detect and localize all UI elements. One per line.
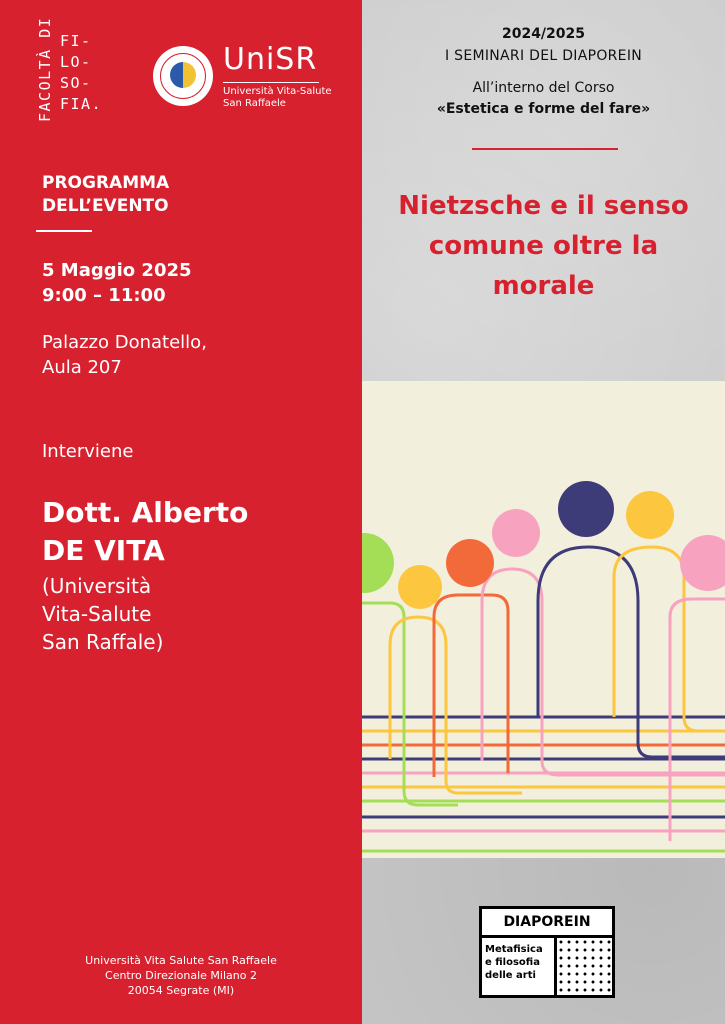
diaporein-logo-name: DIAPOREIN [482,909,612,938]
unisr-seal-icon [153,46,213,106]
unisr-logo-rule [223,82,319,83]
people-network-illustration [362,381,725,858]
program-divider [36,230,92,232]
speaker-intro: Interviene [42,441,134,462]
diaporein-logo-subtitle: Metafisica e filosofia delle arti [485,944,543,981]
academic-year: 2024/2025 [501,26,586,42]
diaporein-dots-pattern [554,938,615,995]
facolta-filosofia-logo [36,16,106,128]
event-datetime [42,258,192,308]
diaporein-logo [479,906,615,998]
program-heading: PROGRAMMA DELL’EVENTO [42,173,170,216]
left-panel [0,0,362,1024]
seminar-series: I SEMINARI DEL DIAPOREIN [444,48,643,64]
unisr-logo-name: UniSR [223,42,318,77]
seminar-title: Nietzsche e il senso comune oltre la morale [398,191,689,301]
speaker-affiliation: (Università Vita-Salute San Raffale) [42,574,164,654]
event-time: 9:00 – 11:00 [42,285,166,306]
facolta-stack-text: FI- LO- SO- FIA. [60,32,103,113]
university-address: Università Vita Salute San Raffaele Centro Direzionale Milano 2 20054 Segrate (MI) [85,954,277,997]
event-date: 5 Maggio 2025 [42,260,192,281]
course-intro: All’interno del Corso [472,80,615,96]
course-name: «Estetica e forme del fare» [436,101,651,117]
title-divider [472,148,618,150]
speaker-name: Dott. Alberto DE VITA [42,496,249,567]
unisr-logo-subtitle: Università Vita-Salute San Raffaele [223,86,332,109]
event-venue: Palazzo Donatello, Aula 207 [42,332,207,378]
facolta-side-text: FACOLTÀ DI [36,16,54,122]
